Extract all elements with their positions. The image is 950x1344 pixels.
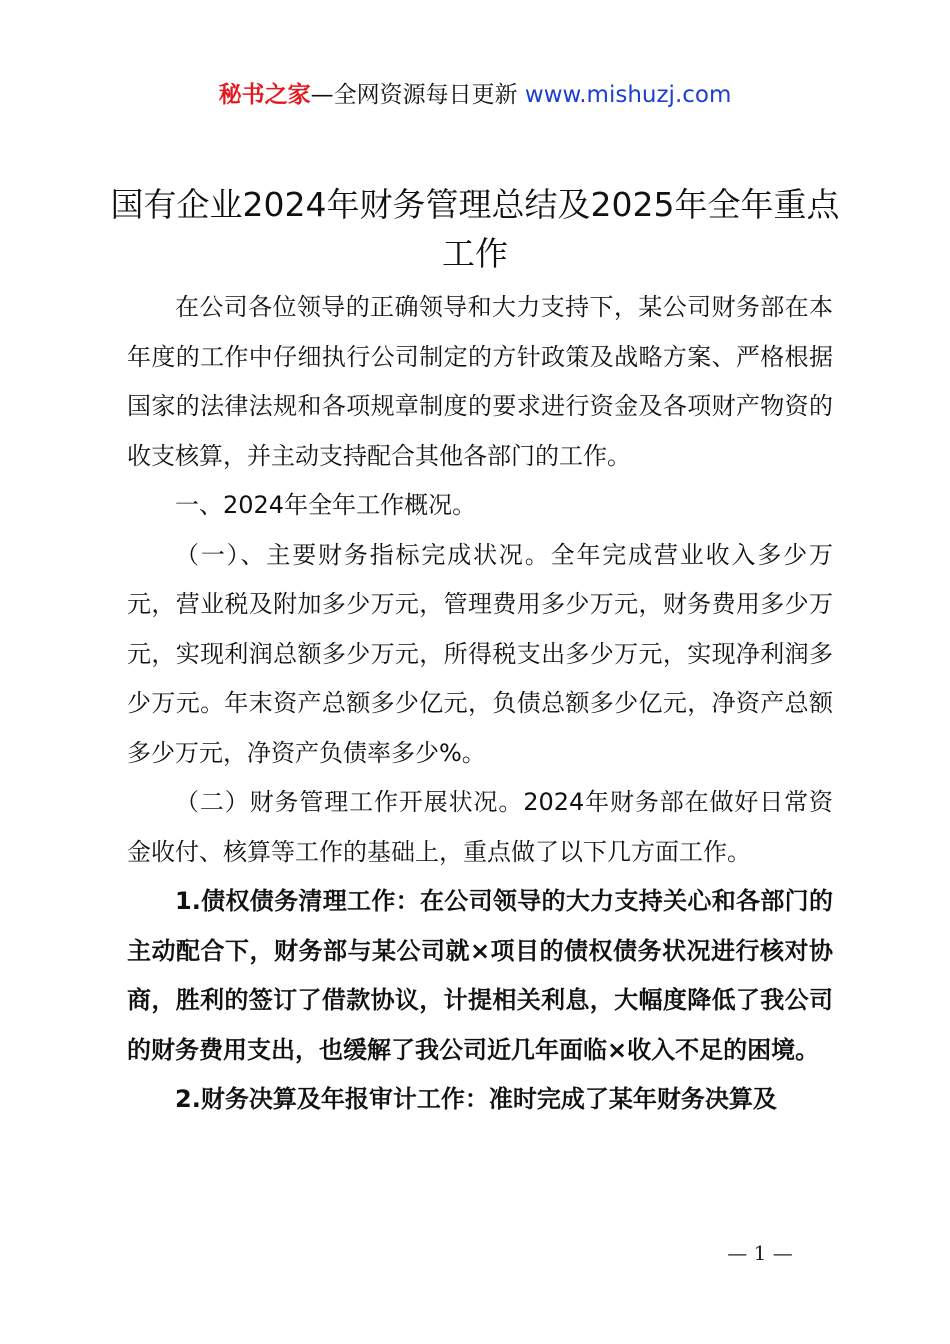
site-brand: 秘书之家 — [218, 82, 311, 108]
section-heading: 一、2024年全年工作概况。 — [175, 491, 477, 519]
site-tagline: —全网资源每日更新 — [310, 82, 518, 108]
intro-paragraph: 在公司各位领导的正确领导和大力支持下，某公司财务部在本年度的工作中仔细执行公司制定的方针政策及战略方案、严格根据国家的法律法规和各项规章制度的要求进行资金及各项财产物资的收支核算，并主动支持配合其他各部门的工作。 — [127, 293, 833, 470]
management-overview-paragraph: （二）财务管理工作开展状况。2024年财务部在做好日常资金收付、核算等工作的基础上，重点做了以下几方面工作。 — [127, 788, 833, 866]
site-url-link[interactable]: www.mishuzj.com — [524, 82, 732, 108]
page-number: — 1 — — [727, 1241, 793, 1265]
site-banner — [0, 78, 950, 112]
audit-work-paragraph: 2.财务决算及年报审计工作：准时完成了某年财务决算及 — [175, 1085, 777, 1113]
document-title: 国有企业2024年财务管理总结及2025年全年重点工作 — [110, 185, 840, 273]
debt-clearing-paragraph: 1.债权债务清理工作：在公司领导的大力支持关心和各部门的主动配合下，财务部与某公司就×项目的债权债务状况进行核对协商，胜利的签订了借款协议，计提相关利息，大幅度降低了我公司的财务费用支出，也缓解了我公司近几年面临×收入不足的困境。 — [127, 887, 833, 1064]
financial-indicators-paragraph: （一）、主要财务指标完成状况。全年完成营业收入多少万元，营业税及附加多少万元，管理费用多少万元，财务费用多少万元，实现利润总额多少万元，所得税支出多少万元，实现净利润多少万元。年末资产总额多少亿元，负债总额多少亿元，净资产总额多少万元，净资产负债率多少%。 — [127, 540, 833, 767]
document-body — [127, 283, 833, 1125]
